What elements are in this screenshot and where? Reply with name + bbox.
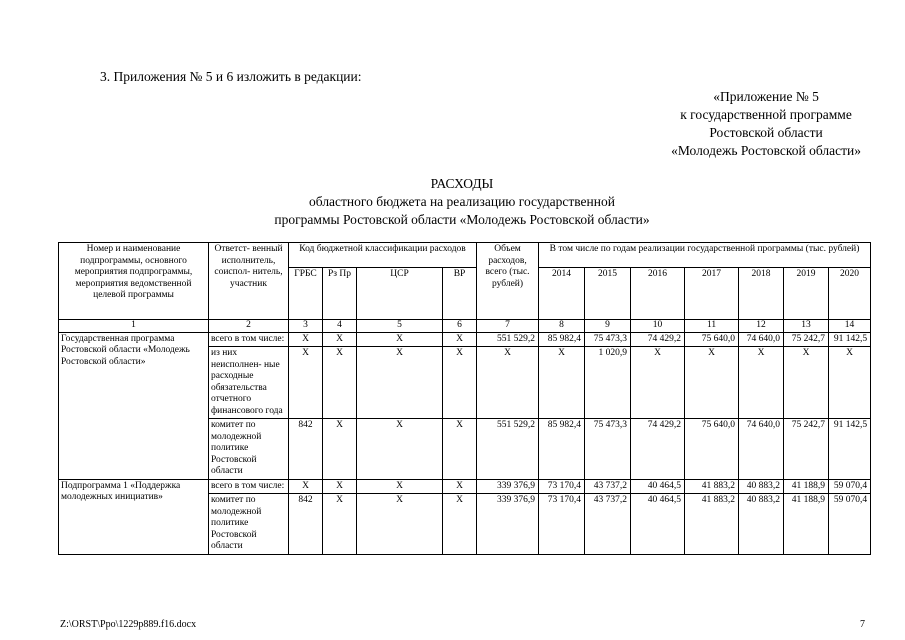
appendix-line: «Молодежь Ростовской области» (671, 143, 861, 158)
column-number: 10 (631, 320, 685, 333)
table-cell: Х (443, 332, 477, 347)
table-cell: 40 883,2 (739, 494, 784, 555)
table-cell: Х (443, 494, 477, 555)
column-number: 2 (209, 320, 289, 333)
table-cell: Х (323, 494, 357, 555)
column-number: 1 (59, 320, 209, 333)
table-cell: 40 464,5 (631, 494, 685, 555)
table-cell: Х (289, 332, 323, 347)
responsible-cell: всего в том числе: (209, 332, 289, 347)
table-cell: 842 (289, 419, 323, 480)
column-number: 8 (539, 320, 585, 333)
title-line: РАСХОДЫ (430, 176, 494, 191)
table-cell: 41 188,9 (784, 479, 829, 494)
header-code-rzpr: Рз Пр (323, 268, 357, 320)
table-cell: 75 640,0 (685, 419, 739, 480)
table-cell: Х (443, 419, 477, 480)
column-number: 5 (357, 320, 443, 333)
table-cell: Х (357, 347, 443, 419)
table-cell: 40 883,2 (739, 479, 784, 494)
responsible-cell: комитет по молодежной политике Ростовской области (209, 419, 289, 480)
header-code-grbs: ГРБС (289, 268, 323, 320)
table-cell: 842 (289, 494, 323, 555)
appendix-heading (671, 88, 861, 160)
footer-file-path: Z:\ORST\Ppo\1229p889.f16.docx (60, 619, 197, 630)
table-cell: 74 640,0 (739, 419, 784, 480)
column-number: 7 (477, 320, 539, 333)
column-number: 12 (739, 320, 784, 333)
table-cell: 40 464,5 (631, 479, 685, 494)
column-number: 6 (443, 320, 477, 333)
table-cell: Х (357, 419, 443, 480)
page-number: 7 (860, 619, 865, 630)
table-cell: 551 529,2 (477, 332, 539, 347)
header-year-2014: 2014 (539, 268, 585, 320)
table-cell: 43 737,2 (585, 494, 631, 555)
table-cell: Х (477, 347, 539, 419)
table-cell: 75 242,7 (784, 332, 829, 347)
document-title (212, 175, 712, 229)
table-cell: Х (443, 479, 477, 494)
table-cell: 73 170,4 (539, 494, 585, 555)
table-cell: 75 640,0 (685, 332, 739, 347)
column-number-row (59, 320, 871, 333)
table-cell: 85 982,4 (539, 332, 585, 347)
header-year-2019: 2019 (784, 268, 829, 320)
appendix-line: к государственной программе (680, 107, 852, 122)
table-cell: 75 473,3 (585, 419, 631, 480)
table-cell: 75 242,7 (784, 419, 829, 480)
table-cell: Х (357, 332, 443, 347)
table-cell: Х (443, 347, 477, 419)
responsible-cell: всего в том числе: (209, 479, 289, 494)
table-cell: Х (289, 347, 323, 419)
table-cell: Х (289, 479, 323, 494)
table-cell: 41 188,9 (784, 494, 829, 555)
table-cell: Х (829, 347, 871, 419)
table-row (59, 332, 871, 347)
subprogram-name: Подпрограмма 1 «Поддержка молодежных инициатив» (59, 479, 209, 554)
table-cell: 91 142,5 (829, 419, 871, 480)
responsible-cell: комитет по молодежной политике Ростовской области (209, 494, 289, 555)
program-name: Государственная программа Ростовской области «Молодежь Ростовской области» (59, 332, 209, 479)
table-cell: 41 883,2 (685, 494, 739, 555)
header-year-2016: 2016 (631, 268, 685, 320)
header-responsible: Ответст- венный исполнитель, соиспол- нитель, участник (209, 243, 289, 320)
column-number: 11 (685, 320, 739, 333)
header-code-group: Код бюджетной классификации расходов (289, 243, 477, 268)
header-total: Объем расходов, всего (тыс. рублей) (477, 243, 539, 320)
header-name: Номер и наименование подпрограммы, основного мероприятия подпрограммы, мероприятия ведомственной целевой программы (59, 243, 209, 320)
table-cell: 41 883,2 (685, 479, 739, 494)
header-year-2018: 2018 (739, 268, 784, 320)
table-cell: Х (784, 347, 829, 419)
intro-text: 3. Приложения № 5 и 6 изложить в редакции: (100, 69, 362, 84)
table-cell: 1 020,9 (585, 347, 631, 419)
table-cell: Х (357, 494, 443, 555)
column-number: 9 (585, 320, 631, 333)
expenses-table-container (58, 242, 870, 555)
title-line: программы Ростовской области «Молодежь Ростовской области» (274, 212, 650, 227)
table-cell: 91 142,5 (829, 332, 871, 347)
header-year-2015: 2015 (585, 268, 631, 320)
table-row (59, 479, 871, 494)
table-cell: 339 376,9 (477, 479, 539, 494)
table-cell: 59 070,4 (829, 494, 871, 555)
table-cell: 551 529,2 (477, 419, 539, 480)
table-cell: 74 640,0 (739, 332, 784, 347)
header-year-2017: 2017 (685, 268, 739, 320)
table-cell: 74 429,2 (631, 332, 685, 347)
appendix-line: Ростовской области (709, 125, 823, 140)
table-cell: Х (539, 347, 585, 419)
table-cell: 59 070,4 (829, 479, 871, 494)
table-cell: 43 737,2 (585, 479, 631, 494)
expenses-table (58, 242, 871, 555)
table-cell: Х (357, 479, 443, 494)
table-cell: Х (323, 347, 357, 419)
table-cell: Х (631, 347, 685, 419)
header-year-2020: 2020 (829, 268, 871, 320)
table-cell: Х (323, 419, 357, 480)
responsible-cell: из них неисполнен- ные расходные обязательства отчетного финансового года (209, 347, 289, 419)
table-cell: Х (685, 347, 739, 419)
header-years-group: В том числе по годам реализации государственной программы (тыс. рублей) (539, 243, 871, 268)
table-cell: Х (323, 479, 357, 494)
column-number: 13 (784, 320, 829, 333)
table-cell: 75 473,3 (585, 332, 631, 347)
table-cell: Х (323, 332, 357, 347)
column-number: 3 (289, 320, 323, 333)
table-cell: Х (739, 347, 784, 419)
table-cell: 73 170,4 (539, 479, 585, 494)
table-cell: 74 429,2 (631, 419, 685, 480)
appendix-line: «Приложение № 5 (713, 89, 819, 104)
header-code-csr: ЦСР (357, 268, 443, 320)
column-number: 14 (829, 320, 871, 333)
header-code-vr: ВР (443, 268, 477, 320)
table-cell: 85 982,4 (539, 419, 585, 480)
title-line: областного бюджета на реализацию государственной (309, 194, 615, 209)
column-number: 4 (323, 320, 357, 333)
table-cell: 339 376,9 (477, 494, 539, 555)
